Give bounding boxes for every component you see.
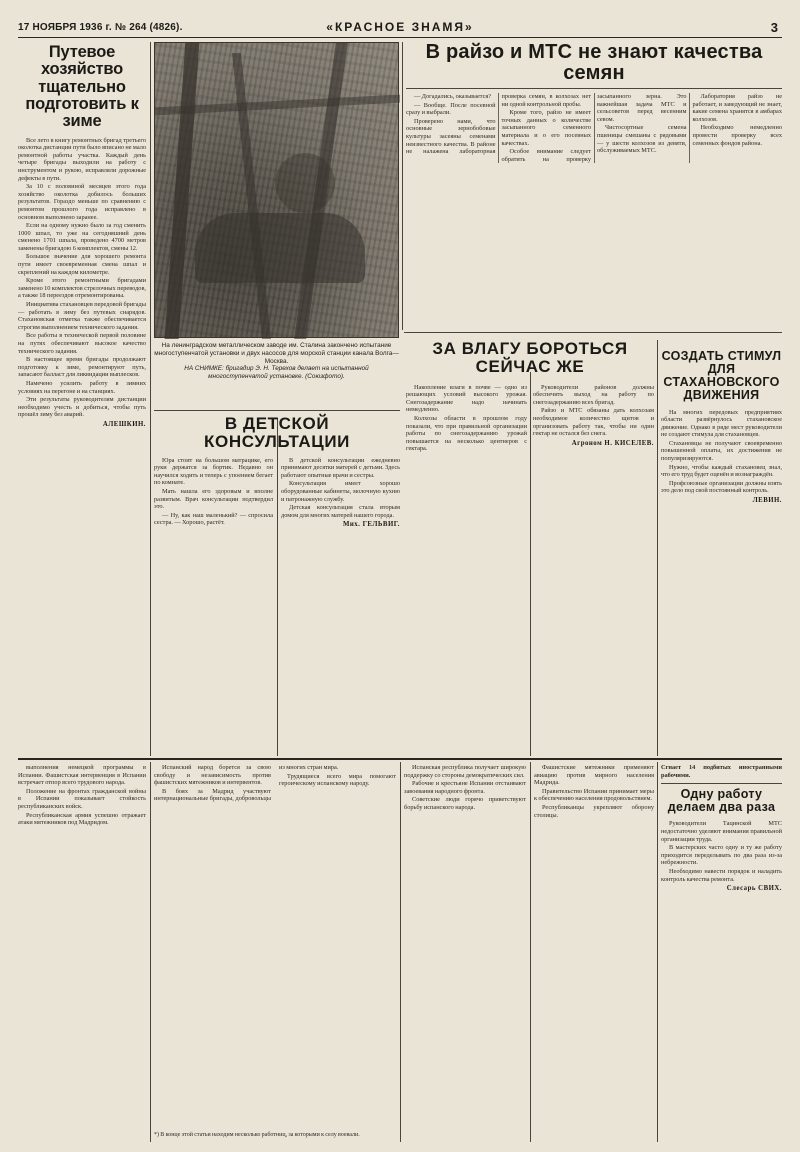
issue-date: 17 НОЯБРЯ 1936 г. № 264 (4826).	[18, 22, 183, 33]
paragraph: В мастерских часто одну и ту же работу приходится переделывать по два раза из-за небрежности.	[661, 844, 782, 867]
left-article-signature: АЛЕШКИН.	[102, 420, 146, 428]
note-headline: Одну работу делаем два раза	[667, 787, 776, 815]
moisture-signature: Агроном Н. КИСЕЛЕВ.	[571, 439, 654, 447]
paragraph: — Вообще. После посевной сразу и выбрали.	[406, 101, 496, 117]
paragraph: Трудящиеся всего мира помогают героическому испанскому народу.	[279, 772, 396, 788]
newspaper-title: «КРАСНОЕ ЗНАМЯ»	[326, 20, 474, 34]
photo-caption	[154, 342, 399, 381]
bottom-col-5	[661, 764, 782, 1142]
paragraph: Фашистские мятежники применяют авиацию против мирного населения Мадрида.	[534, 764, 654, 787]
top-right-headline: В райзо и МТС не знают качества семян	[406, 42, 782, 89]
paragraph: Все лето в книгу ремонтных бригад третьего околотка дистанции пути было вписано не мало ремонтной работы участка. Каждый день четыре бригады выходили на работу с инструментом и рукою, исправляли дорожные дефекты в пути.	[18, 136, 146, 182]
paragraph: выполнения немецкой программы в Испании. Фашистская интервенция в Испании встречает отпор всего трудового народа.	[18, 764, 146, 787]
moisture-headline: ЗА ВЛАГУ БОРОТЬСЯ СЕЙЧАС ЖЕ	[432, 339, 628, 376]
footnote: *) В конце этой статьи находим несколько работниц, за которыми к селу воевали.	[154, 1132, 360, 1139]
caption-credit: НА СНИМКЕ: бригадир Э. Н. Терехов делает на испытанной многоступенчатой установке. (Союзфото).	[184, 365, 369, 381]
paragraph: Колхозы области в прошлом году показали, что при правильной организации работы по снегозадержанию урожай повышается на несколько центнеров с гектара.	[406, 415, 527, 453]
paragraph: За 10 с половиной месяцев этого года хозяйство околотка добилось больших результатов. Гораздо меньше по сравнению с ремонтом прошлого года исправлено в основном выполнено заранее.	[18, 183, 146, 221]
paragraph: Руководители районов должны обеспечить выход на работу по снегозадержанию всех бригад.	[533, 383, 654, 406]
paragraph: Испанская республика получает широкую поддержку со стороны демократических сил.	[404, 764, 526, 779]
consultation-body	[154, 457, 400, 529]
stimulus-signature: ЛЕВИН.	[752, 497, 782, 505]
paragraph: Правительство Испании принимает меры к обеспечению населения продовольствием.	[534, 787, 654, 803]
bottom-col-1	[18, 764, 146, 1142]
paragraph: Юра стоит на большом матрацике, его руки держатся за бортик. Недавно он научился ходить и теперь с упоением бегает по комнате.	[154, 456, 273, 487]
paragraph: Консультация имеет хорошо оборудованные кабинеты, молочную кухню и патронажную службу.	[281, 480, 400, 503]
paragraph: — Догадались, оказывается?	[414, 93, 492, 100]
paragraph: В детской консультации ежедневно принимают десятки матерей с детьми. Здесь работают опытные врачи и сестры.	[281, 456, 400, 479]
paragraph: Эти результаты руководителям дистанции необходимо учесть и добиться, чтобы путь прошёл зиму без аварий.	[18, 396, 146, 419]
masthead	[18, 18, 782, 38]
paragraph: Испанский народ борется за свою свободу и независимость против фашистских мятежников и интервентов.	[154, 764, 271, 787]
consultation-headline: В ДЕТСКОЙ КОНСУЛЬТАЦИИ	[154, 410, 400, 451]
paragraph: Проверено нами, что основные зернобобовые культуры засеяны семенами неизвестного качества. В районе не налажена лабораторная проверка семян, в колхозах нет ни одной контрольной пробы.	[406, 93, 591, 156]
paragraph: Республиканцы укрепляют оборону столицы.	[534, 803, 654, 819]
section-rule	[404, 332, 782, 333]
note-signature: Слесарь СВИХ.	[726, 885, 782, 893]
bottom-col-3	[404, 764, 526, 1142]
moisture-article	[406, 336, 654, 756]
column-rule	[150, 762, 151, 1142]
paragraph: Необходимо немедленно провести проверку всех семенных фондов района.	[692, 124, 782, 147]
bottom-col-4	[534, 764, 654, 1142]
left-article	[18, 44, 146, 756]
paragraph: Все работы в технической первой половине на путях обеспечивают высокое качество технического задания.	[18, 332, 146, 355]
column-rule	[530, 762, 531, 1142]
paragraph: Республиканская армия успешно отражает атаки мятежников под Мадридом.	[18, 811, 146, 827]
right-column	[661, 336, 782, 756]
top-right-body	[406, 93, 782, 163]
column-rule	[657, 762, 658, 1142]
news-photo	[154, 42, 399, 338]
top-right-article	[406, 42, 782, 332]
paragraph: Если на одному нужно было за год сменить 1000 шпал, то уже на сегодняшний день сменено 1701 шпала, проведено 4700 метров заменены бригадою 6 комплектов, смены 12.	[18, 222, 146, 252]
bottom-col-2	[154, 764, 396, 1142]
paragraph: На многих передовых предприятиях области развёрнулось стахановское движение. Однако в ряде мест руководители не создают стимула для стахановцев.	[661, 408, 782, 439]
column-rule	[657, 340, 658, 756]
consultation-article	[154, 380, 400, 756]
paragraph: Лаборатория райзо не работает, и заведующий не знает, какие семена хранятся в амбарах колхозов.	[692, 93, 782, 123]
caption-text: На ленинградском металлическом заводе им. Сталина закончено испытание многоступенчатой установки и двух насосов для морской станции канала Волга—Москва.	[154, 342, 399, 365]
column-rule	[402, 42, 403, 330]
paragraph: Чистосортные семена пшеницы смешаны с рядовыми — у шести колхозов из девяти, обслуживаемых МТС.	[597, 124, 687, 155]
paragraph: Руководители Тацинской МТС недостаточно уделяют внимания правильной организации труда.	[661, 820, 782, 843]
left-article-headline: Путевое хозяйство тщательно подготовить к зиме	[25, 44, 139, 131]
column-rule	[400, 762, 401, 1142]
paragraph: Кроме того, райзо не имеет точных данных о количестве засыпанного семенного материала и о его посевных качествах.	[501, 109, 591, 147]
paragraph: Большое значение для хорошего ремонта пути имеет своевременная смена шпал и скреплений на каждом километре.	[18, 253, 146, 276]
paragraph: Нужно, чтобы каждый стахановец знал, что его труд будет оценён и вознаграждён.	[661, 463, 782, 479]
paragraph: Намечено усилить работу в зимних условиях на перегоне и на станциях.	[18, 379, 146, 395]
paragraph: Детская консультация стала вторым домом для многих матерей нашего города.	[281, 504, 400, 519]
paragraph: — Ну, как наш маленький? — спросила сестра. — Хорошо, растёт.	[154, 511, 273, 527]
paragraph: Профсоюзные организации должны взять это дело под свой постоянный контроль.	[661, 479, 782, 495]
paragraph: Стахановцы не получают своевременно повышенной оплаты, их достижения не популяризируются.	[661, 439, 782, 463]
paragraph: Советские люди горячо приветствуют борьбу испанского народа.	[404, 796, 526, 811]
paragraph: В боях за Мадрид участвуют интернациональные бригады, добровольцы из многих стран мира.	[154, 764, 339, 803]
page-number: 3	[770, 20, 778, 35]
section-rule	[18, 758, 782, 760]
stimulus-headline: СОЗДАТЬ СТИМУЛ ДЛЯ СТАХАНОВСКОГО ДВИЖЕНИЯ	[661, 349, 782, 403]
paragraph: Рабочие и крестьяне Испании отстаивают завоевания народного фронта.	[404, 780, 526, 795]
paragraph: Мать нашла его здоровым и вполне развитым. Врач консультации подтвердил это.	[154, 488, 273, 511]
paragraph: Необходимо навести порядок и наладить контроль качества ремонта.	[661, 868, 782, 883]
paragraph: Положение на фронтах гражданской войны в Испании показывает стойкость республиканских войск.	[18, 787, 146, 810]
paragraph: Особое внимание следует обратить на проверку засыпанного зерна. Это важнейшая задача МТС и сельсоветов перед весенним севом.	[501, 93, 687, 163]
consultation-signature: Мих. ГЕЛЬВИГ.	[342, 521, 400, 529]
paragraph: В настоящее время бригады продолжают подготовку к зиме, ремонтируют путь, запасают балласт для ликвидации выплесков.	[18, 356, 146, 379]
moisture-body	[406, 384, 654, 453]
paragraph: Инициатива стахановцев передовой бригады — работать в зиму без путевых снарядов. Стахановская отметка также обеспечивается строгим выполнением технического задания.	[18, 301, 146, 331]
paragraph: Накопление влаги в почве — одно из решающих условий высокого урожая. Снегозадержание надо начинать немедленно.	[406, 383, 527, 414]
paragraph: Кроме этого ремонтными бригадами заменено 10 комплектов стрелочных переводов, а также 18 переездов отремонтированы.	[18, 277, 146, 300]
paragraph: Райзо и МТС обязаны дать колхозам необходимое количество щитов и организовать работу так, чтобы ни один гектар не остался без снега.	[533, 407, 654, 438]
short-item: Сгнает 14 подбитых иностранными рабочими.	[661, 764, 782, 779]
column-rule	[150, 42, 151, 756]
